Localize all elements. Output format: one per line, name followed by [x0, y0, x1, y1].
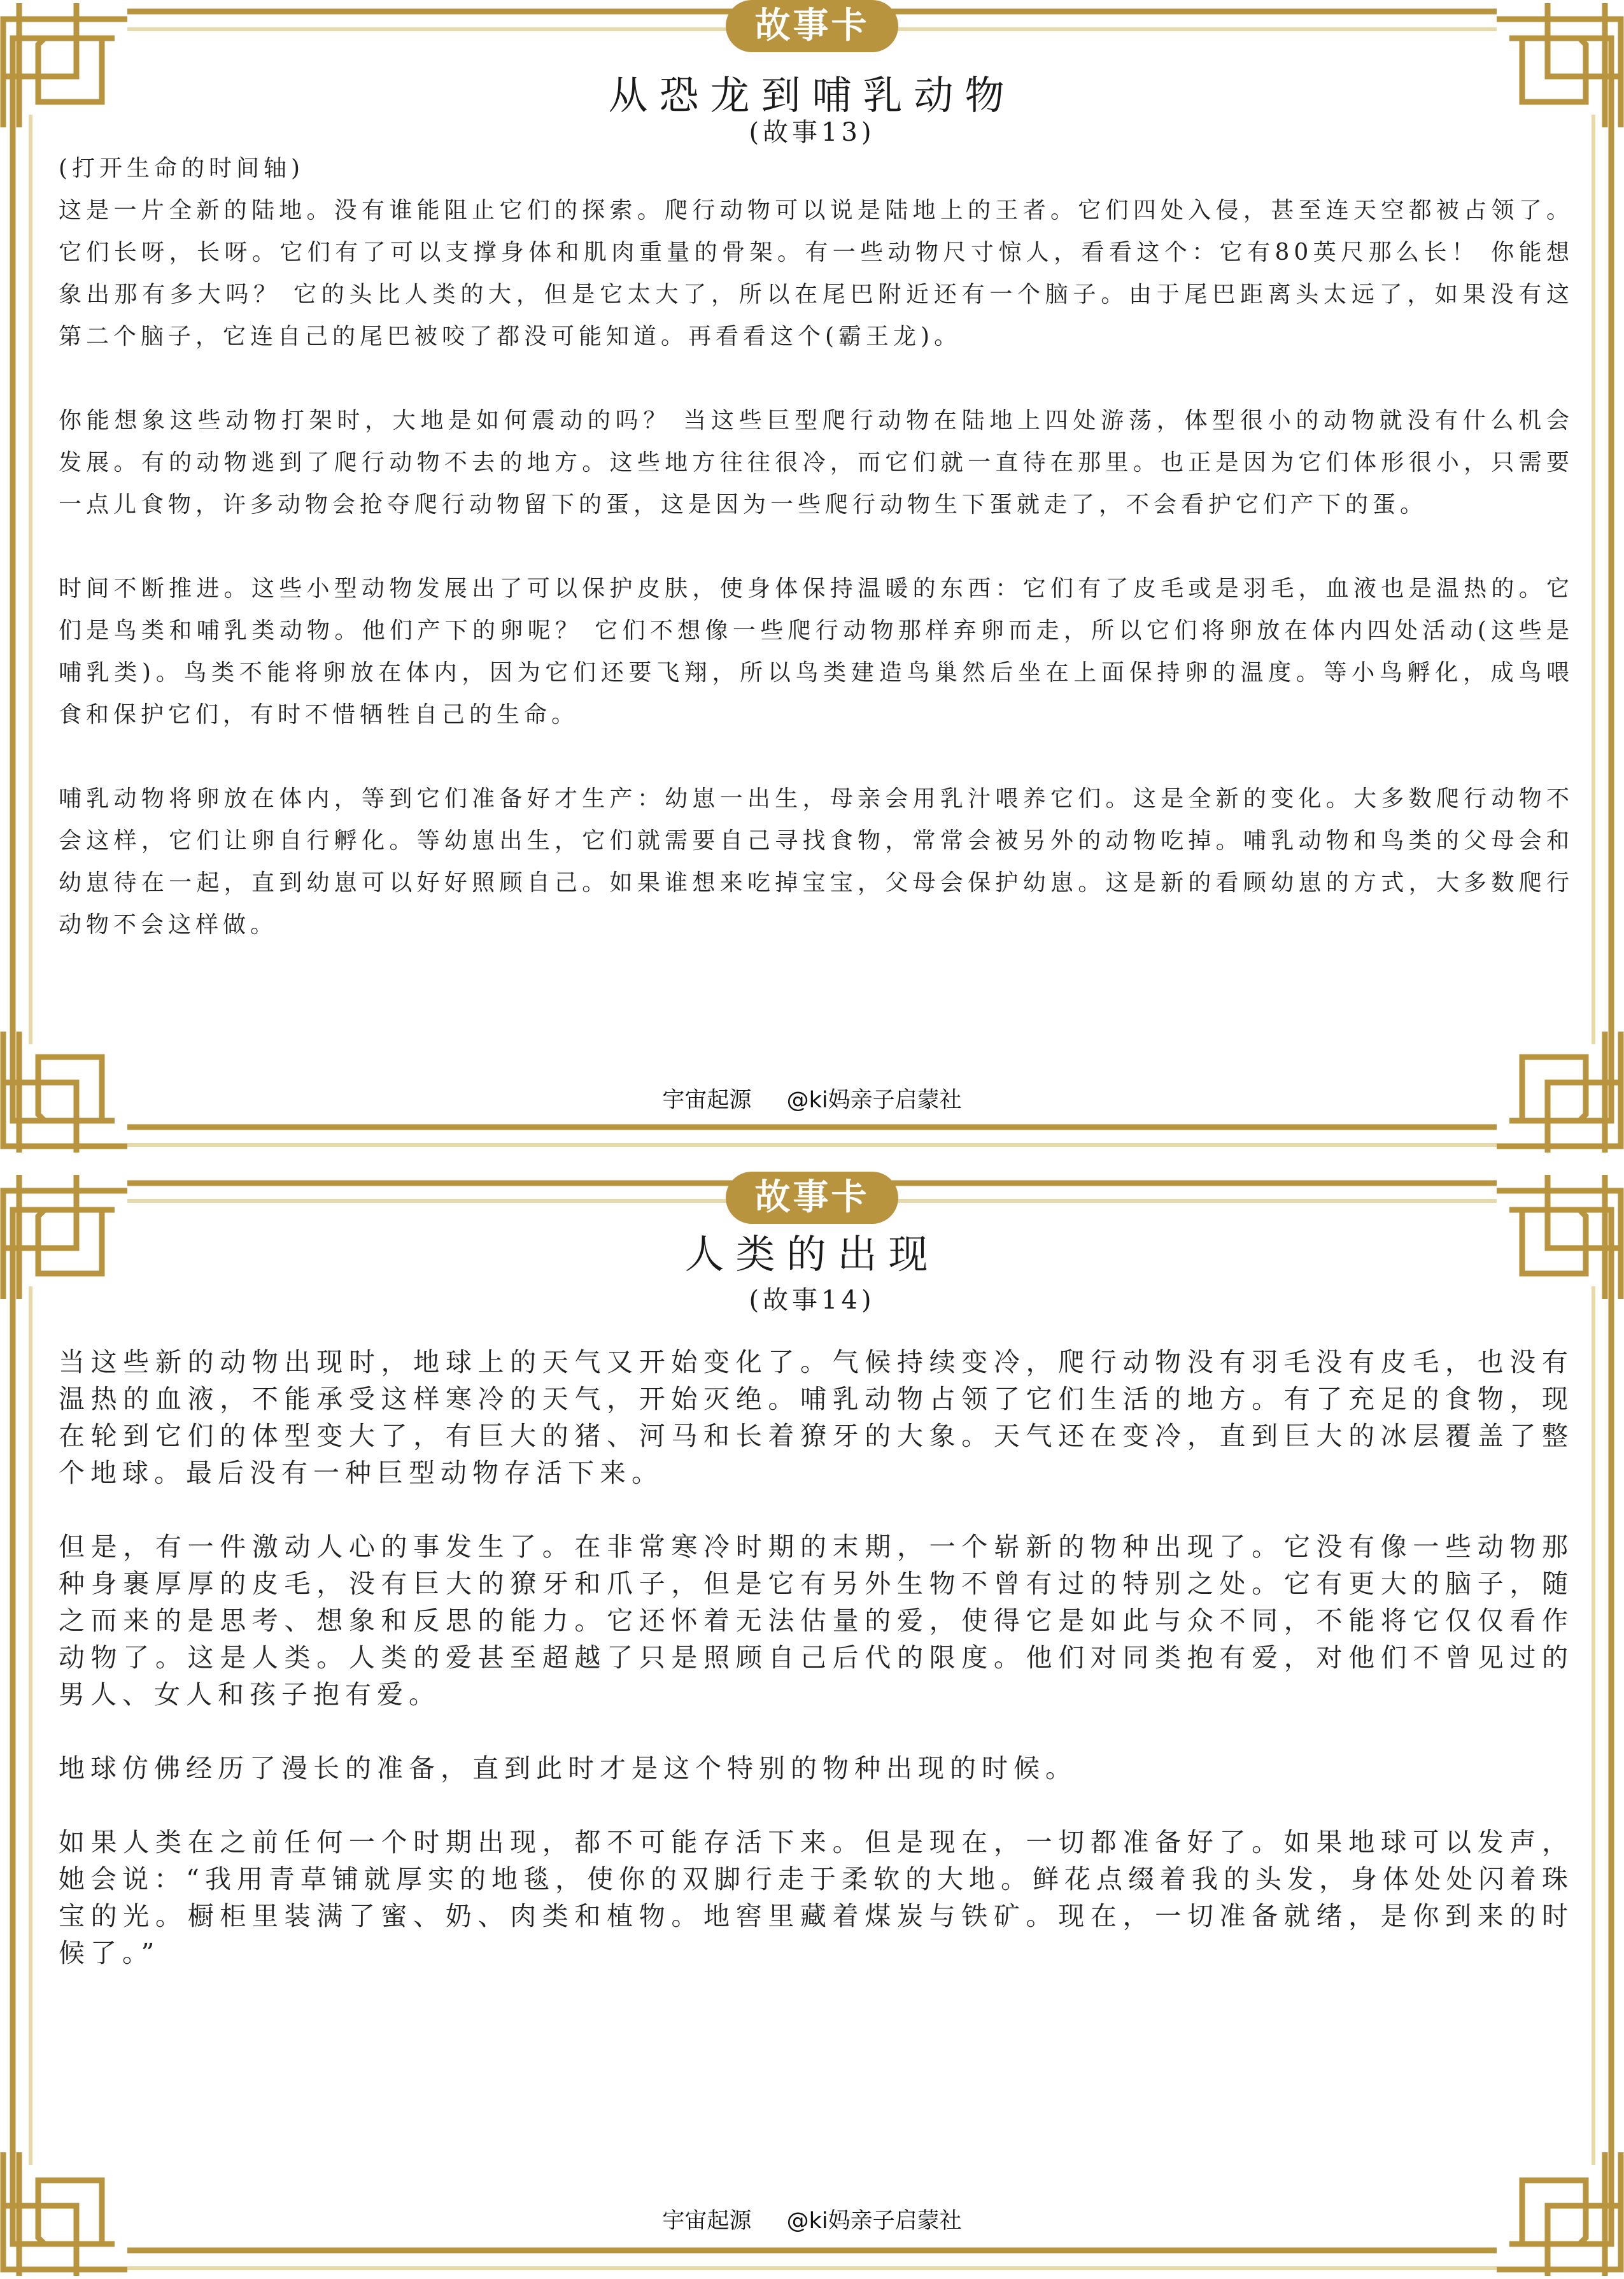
story-card-badge: 故事卡	[726, 0, 898, 52]
story-paragraph: 当这些新的动物出现时，地球上的天气又开始变化了。气候持续变冷，爬行动物没有羽毛没有皮毛，也没有温热的血液，不能承受这样寒冷的天气，开始灭绝。哺乳动物占领了它们生活的地方。有了充足的食物，现在轮到它们的体型变大了，有巨大的猪、河马和长着獠牙的大象。天气还在变冷，直到巨大的冰层覆盖了整个地球。最后没有一种巨型动物存活下来。	[59, 1347, 1574, 1488]
story-title: 从恐龙到哺乳动物	[608, 72, 1016, 118]
story-paragraph: 这是一片全新的陆地。没有谁能阻止它们的探索。爬行动物可以说是陆地上的王者。它们四处入侵，甚至连天空都被占领了。它们长呀，长呀。它们有了可以支撑身体和肌肉重量的骨架。有一些动物尺寸惊人，看看这个：它有80英尺那么长！ 你能想象出那有多大吗？ 它的头比人类的大，但是它太大了，所以在尾巴附近还有一个脑子。由于尾巴距离头太远了，如果没有这第二个脑子，它连自己的尾巴被咬了都没可能知道。再看看这个(霸王龙)。	[59, 197, 1574, 350]
story-body	[59, 148, 1574, 988]
story-paragraph: 哺乳动物将卵放在体内，等到它们准备好才生产：幼崽一出生，母亲会用乳汁喂养它们。这是全新的变化。大多数爬行动物不会这样，它们让卵自行孵化。等幼崽出生，它们就需要自己寻找食物，常常会被另外的动物吃掉。哺乳动物和鸟类的父母会和幼崽待在一起，直到幼崽可以好好照顾自己。如果谁想来吃掉宝宝，父母会保护幼崽。这是新的看顾幼崽的方式，大多数爬行动物不会这样做。	[59, 786, 1574, 938]
footer-series: 宇宙起源	[662, 2208, 752, 2234]
card-footer	[0, 1083, 1624, 1114]
story-number: (故事14)	[749, 1286, 875, 1315]
story-paragraph: 如果人类在之前任何一个时期出现，都不可能存活下来。但是现在，一切都准备好了。如果地球可以发声，她会说：“我用青草铺就厚实的地毯，使你的双脚行走于柔软的大地。鲜花点缀着我的头发，身体处处闪着珠宝的光。橱柜里装满了蜜、奶、肉类和植物。地窖里藏着煤炭与铁矿。现在，一切准备就绪，是你到来的时候了。”	[59, 1827, 1574, 1968]
story-card-14	[0, 1172, 1624, 2279]
story-body	[59, 1344, 1574, 2008]
story-intro: (打开生命的时间轴)	[59, 155, 305, 181]
story-paragraph: 地球仿佛经历了漫长的准备，直到此时才是这个特别的物种出现的时候。	[59, 1753, 1077, 1784]
story-number: (故事13)	[749, 118, 875, 147]
story-paragraph: 时间不断推进。这些小型动物发展出了可以保护皮肤，使身体保持温暖的东西：它们有了皮毛或是羽毛，血液也是温热的。它们是鸟类和哺乳类动物。他们产下的卵呢？ 它们不想像一些爬行动物那样弃卵而走，所以它们将卵放在体内四处活动(这些是哺乳类)。鸟类不能将卵放在体内，因为它们还要飞翔，所以鸟类建造鸟巢然后坐在上面保持卵的温度。等小鸟孵化，成鸟喂食和保护它们，有时不惜牺牲自己的生命。	[59, 576, 1574, 728]
story-paragraph: 但是，有一件激动人心的事发生了。在非常寒冷时期的末期，一个崭新的物种出现了。它没有像一些动物那种身裹厚厚的皮毛，没有巨大的獠牙和爪子，但是它有另外生物不曾有过的特别之处。它有更大的脑子，随之而来的是思考、想象和反思的能力。它还怀着无法估量的爱，使得它是如此与众不同，不能将它仅仅看作动物了。这是人类。人类的爱甚至超越了只是照顾自己后代的限度。他们对同类抱有爱，对他们不曾见过的男人、女人和孩子抱有爱。	[59, 1531, 1574, 1710]
card-footer	[0, 2203, 1624, 2235]
footer-series: 宇宙起源	[662, 1088, 752, 1113]
story-card-badge: 故事卡	[726, 1172, 898, 1224]
footer-author: @ki妈亲子启蒙社	[786, 2208, 962, 2234]
footer-author: @ki妈亲子启蒙社	[786, 1088, 962, 1113]
story-title: 人类的出现	[684, 1231, 940, 1277]
story-paragraph: 你能想象这些动物打架时，大地是如何震动的吗？ 当这些巨型爬行动物在陆地上四处游荡，体型很小的动物就没有什么机会发展。有的动物逃到了爬行动物不去的地方。这些地方往往很冷，而它们就一直待在那里。也正是因为它们体形很小，只需要一点儿食物，许多动物会抢夺爬行动物留下的蛋，这是因为一些爬行动物生下蛋就走了，不会看护它们产下的蛋。	[59, 408, 1574, 518]
